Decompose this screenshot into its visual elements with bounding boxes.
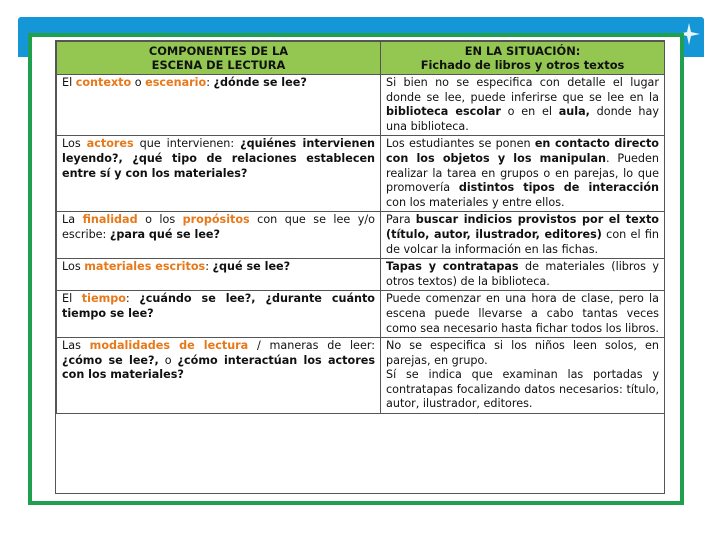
cell-text: ¿dónde se lee?: [213, 76, 307, 89]
cell-text: Las: [62, 339, 90, 353]
table-row: [57, 136, 665, 212]
table-row: [57, 338, 665, 414]
cell-text: :: [206, 76, 214, 89]
cell-text: ESCENA DE LECTURA: [151, 58, 286, 72]
cell-text: / maneras de leer:: [248, 339, 375, 353]
table-row: [57, 259, 665, 291]
header-components: [57, 42, 381, 75]
cell-text: ¿qué se lee?: [212, 260, 291, 274]
cell-text: materiales escritos: [84, 260, 206, 274]
cell-text: EN LA SITUACIÓN:: [464, 44, 581, 58]
cell-text: de materiales (libros y otros textos) de la biblioteca.: [386, 260, 659, 288]
header-situation: [381, 42, 665, 75]
cell-text: o en el: [500, 105, 559, 119]
cell-text: . Pueden realizar la tarea en grupos o en parejas, lo que promovería: [386, 151, 659, 195]
row-modalities-component: [57, 338, 381, 414]
row-materials-situation: [381, 259, 665, 291]
document-table-image: [55, 40, 665, 494]
cell-text: ¿cómo se lee?,: [62, 353, 159, 367]
cell-text: :: [205, 260, 213, 274]
row-actors-situation: [381, 136, 665, 212]
cell-text: El: [62, 292, 82, 306]
cell-text: COMPONENTES DE LA: [148, 44, 289, 58]
row-time-situation: [381, 291, 665, 338]
cell-text: en contacto directo con los objetos y los manipulan: [386, 137, 659, 165]
cell-text: aula,: [558, 105, 590, 119]
cell-text: o: [158, 353, 178, 367]
cell-text: donde hay una biblioteca.: [386, 105, 659, 133]
cell-text: :: [125, 292, 140, 306]
cell-text: escenario: [145, 76, 207, 89]
table-row: [57, 212, 665, 259]
cell-text: Para: [386, 213, 416, 227]
table-row: [57, 75, 665, 136]
cell-text: que intervienen:: [133, 137, 241, 151]
cell-text: tiempo: [81, 292, 126, 306]
cell-text: finalidad: [82, 213, 138, 227]
row-context-component: [57, 75, 381, 136]
cell-text: El: [62, 76, 76, 89]
cell-text: actores: [86, 137, 134, 151]
cell-text: propósitos: [182, 213, 250, 227]
cell-text: Puede comenzar en una hora de clase, pero la escena puede llevarse a cabo tantas veces como sea necesario hasta fichar todos los libros.: [386, 292, 659, 335]
cell-text: Los: [62, 260, 85, 274]
cell-text: Los: [62, 137, 87, 151]
row-purpose-situation: [381, 212, 665, 259]
cell-text: ¿quiénes intervienen leyendo?, ¿qué tipo de relaciones establecen entre sí y con los materiales?: [62, 137, 375, 180]
row-time-component: [57, 291, 381, 338]
cell-text: o los: [137, 213, 183, 227]
cell-text: contexto: [75, 76, 132, 89]
cell-text: modalidades de lectura: [89, 339, 249, 353]
row-actors-component: [57, 136, 381, 212]
row-materials-component: [57, 259, 381, 291]
cell-text: con los materiales y entre ellos.: [386, 195, 565, 209]
cell-text: La: [62, 213, 83, 227]
cell-text: Los estudiantes se ponen: [386, 137, 535, 151]
cell-text: o: [131, 76, 146, 89]
cell-text: ¿cuándo se lee?, ¿durante cuánto tiempo se lee?: [62, 292, 375, 320]
row-modalities-situation: [381, 338, 665, 414]
cell-text: No se especifica si los niños leen solos, en parejas, en grupo.: [386, 339, 659, 367]
row-purpose-component: [57, 212, 381, 259]
cell-text: Sí se indica que examinan las portadas y contratapas focalizando datos necesarios: título, autor, ilustrador, editores.: [386, 368, 659, 411]
cell-text: ¿cómo interactúan los actores con los materiales?: [62, 353, 375, 382]
row-context-situation: [381, 75, 665, 136]
table-row: [57, 291, 665, 338]
table-header-row: [57, 42, 665, 75]
cell-text: con el fin de volcar la información en las fichas.: [386, 227, 659, 256]
cell-text: Tapas y contratapas: [386, 260, 519, 274]
cell-text: ¿para qué se lee?: [109, 227, 220, 241]
cell-text: buscar indicios provistos por el texto (título, autor, ilustrador, editores): [386, 213, 659, 241]
cell-text: con que se lee y/o escribe:: [62, 213, 376, 241]
cell-text: biblioteca escolar: [386, 105, 501, 119]
reading-scene-table: [56, 41, 665, 414]
cell-text: distintos tipos de interacción: [458, 181, 659, 195]
cell-text: Fichado de libros y otros textos: [420, 58, 625, 72]
cell-text: Si bien no se especifica con detalle el lugar donde se lee, puede inferirse que se lee en la: [386, 76, 659, 104]
